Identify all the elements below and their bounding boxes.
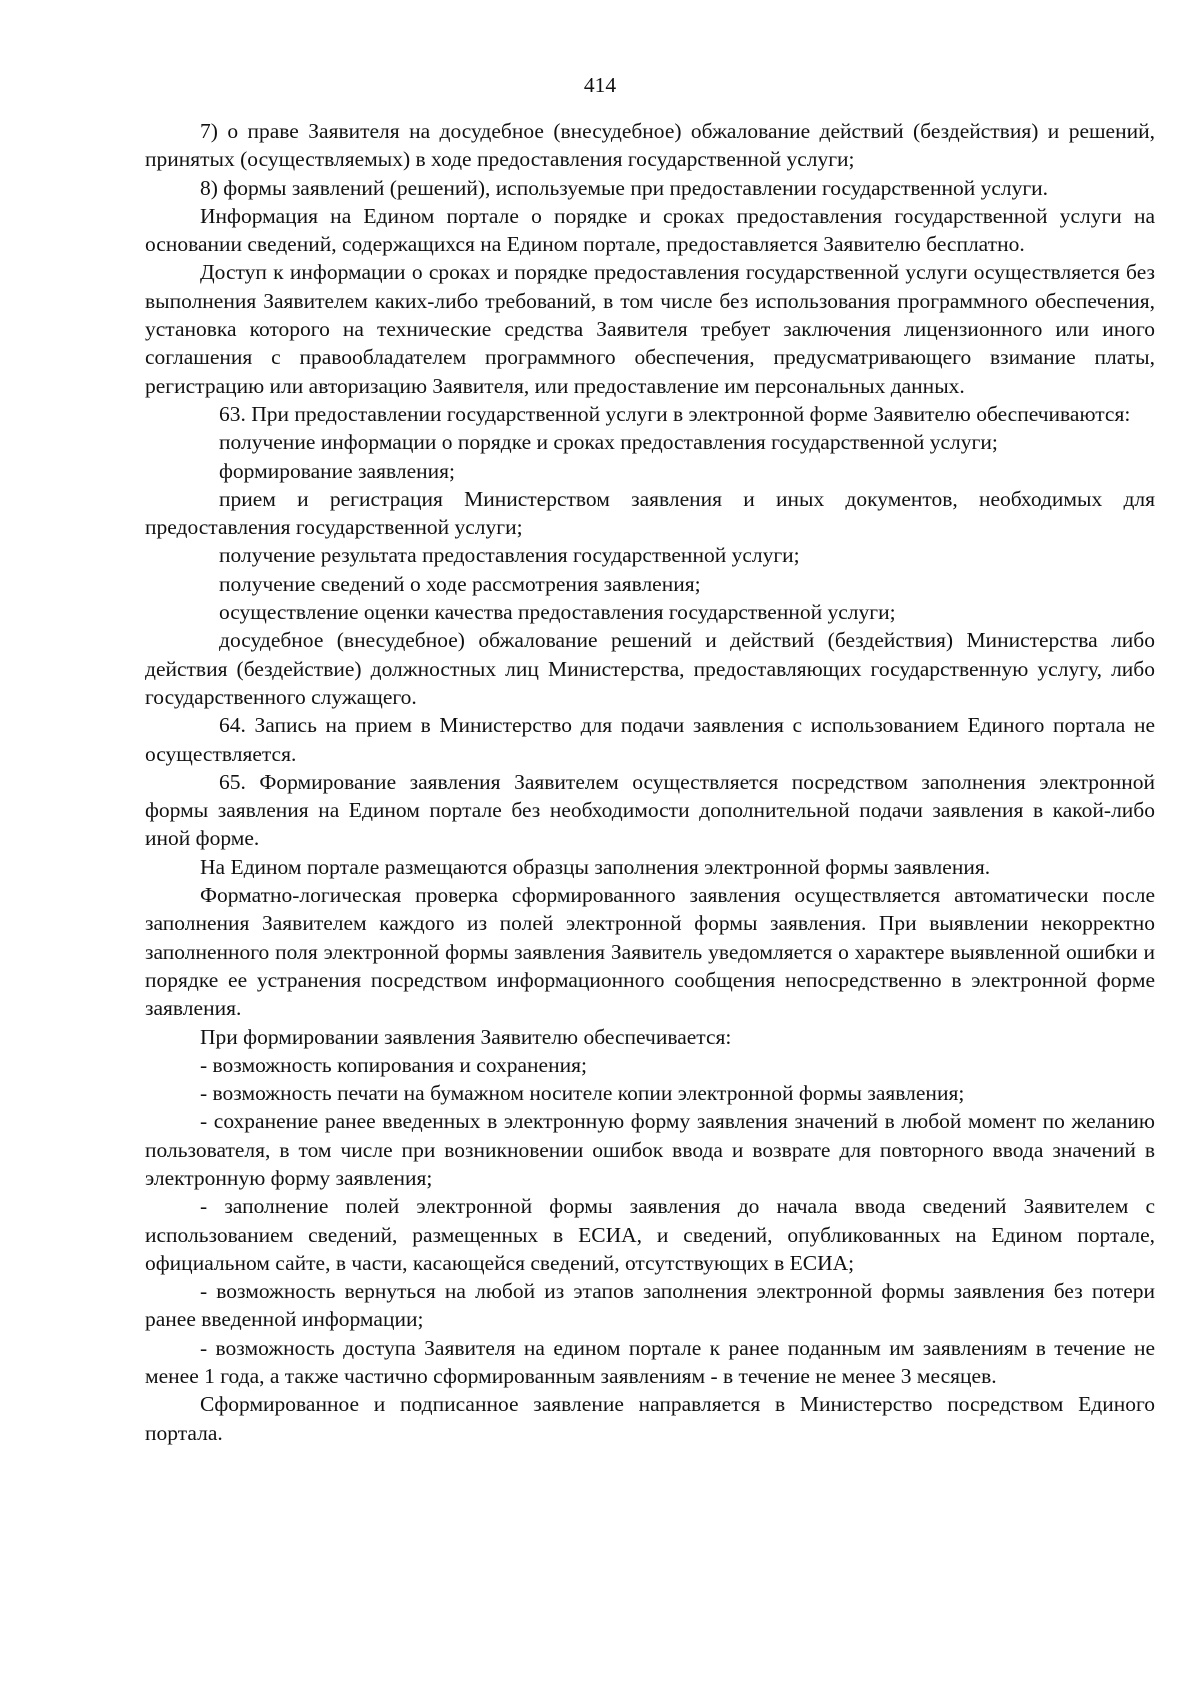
paragraph: Сформированное и подписанное заявление направляется в Министерство посредством Единого портала.	[145, 1392, 1155, 1445]
paragraph: - сохранение ранее введенных в электронную форму заявления значений в любой момент по желанию пользователя, в том числе при возникновении ошибок ввода и возврате для повторного ввода значений в электронную форму заявления;	[145, 1109, 1155, 1190]
paragraph: получение информации о порядке и сроках предоставления государственной услуги;	[219, 430, 998, 455]
paragraph: Форматно-логическая проверка сформированного заявления осуществляется автоматически после заполнения Заявителем каждого из полей электронной формы заявления. При выявлении некорректно заполненного поля электронной формы заявления Заявитель уведомляется о характере выявленной ошибки и порядке ее устранения посредством информационного сообщения непосредственно в электронной форме заявления.	[145, 883, 1155, 1021]
paragraph: осуществление оценки качества предоставления государственной услуги;	[219, 600, 896, 625]
paragraph: получение результата предоставления государственной услуги;	[219, 543, 800, 568]
paragraph: Доступ к информации о сроках и порядке предоставления государственной услуги осуществляется без выполнения Заявителем каких-либо требований, в том числе без использования программного обеспечения, установка которого на технические средства Заявителя требует заключения лицензионного или иного соглашения с правообладателем программного обеспечения, предусматривающего взимание платы, регистрацию или авторизацию Заявителя, или предоставление им персональных данных.	[145, 260, 1155, 398]
paragraph: прием и регистрация Министерством заявления и иных документов, необходимых для предоставления государственной услуги;	[145, 486, 1155, 540]
page-number: 414	[583, 73, 617, 97]
paragraph: досудебное (внесудебное) обжалование решений и действий (бездействия) Министерства либо действия (бездействие) должностных лиц Министерства, предоставляющих государственную услугу, либо государственного служащего.	[145, 628, 1155, 709]
paragraph: 7) о праве Заявителя на досудебное (внесудебное) обжалование действий (бездействия) и решений, принятых (осуществляемых) в ходе предоставления государственной услуги;	[145, 119, 1155, 172]
paragraph: Информация на Едином портале о порядке и сроках предоставления государственной услуги на основании сведений, содержащихся на Едином портале, предоставляется Заявителю бесплатно.	[145, 203, 1155, 257]
paragraph: - возможность вернуться на любой из этапов заполнения электронной формы заявления без потери ранее введенной информации;	[145, 1279, 1155, 1332]
paragraph: - возможность печати на бумажном носителе копии электронной формы заявления;	[200, 1081, 965, 1106]
paragraph: - заполнение полей электронной формы заявления до начала ввода сведений Заявителем с использованием сведений, размещенных в ЕСИА, и сведений, опубликованных на Едином портале, официальном сайте, в части, касающейся сведений, отсутствующих в ЕСИА;	[145, 1194, 1155, 1275]
document-body	[145, 117, 1155, 1447]
paragraph: 64. Запись на прием в Министерство для подачи заявления с использованием Единого портала не осуществляется.	[145, 713, 1155, 766]
paragraph: формирование заявления;	[219, 458, 455, 483]
paragraph: 65. Формирование заявления Заявителем осуществляется посредством заполнения электронной формы заявления на Едином портале без необходимости дополнительной подачи заявления в какой-либо иной форме.	[145, 769, 1155, 851]
paragraph: На Едином портале размещаются образцы заполнения электронной формы заявления.	[200, 854, 991, 879]
paragraph: - возможность доступа Заявителя на едином портале к ранее поданным им заявлениям в течение не менее 1 года, а также частично сформированным заявлениям - в течение не менее 3 месяцев.	[145, 1335, 1155, 1389]
paragraph: 63. При предоставлении государственной услуги в электронной форме Заявителю обеспечиваются:	[219, 401, 1131, 426]
paragraph: 8) формы заявлений (решений), используемые при предоставлении государственной услуги.	[200, 175, 1049, 200]
paragraph: При формировании заявления Заявителю обеспечивается:	[200, 1024, 732, 1049]
paragraph: - возможность копирования и сохранения;	[200, 1052, 587, 1077]
paragraph: получение сведений о ходе рассмотрения заявления;	[219, 571, 701, 596]
